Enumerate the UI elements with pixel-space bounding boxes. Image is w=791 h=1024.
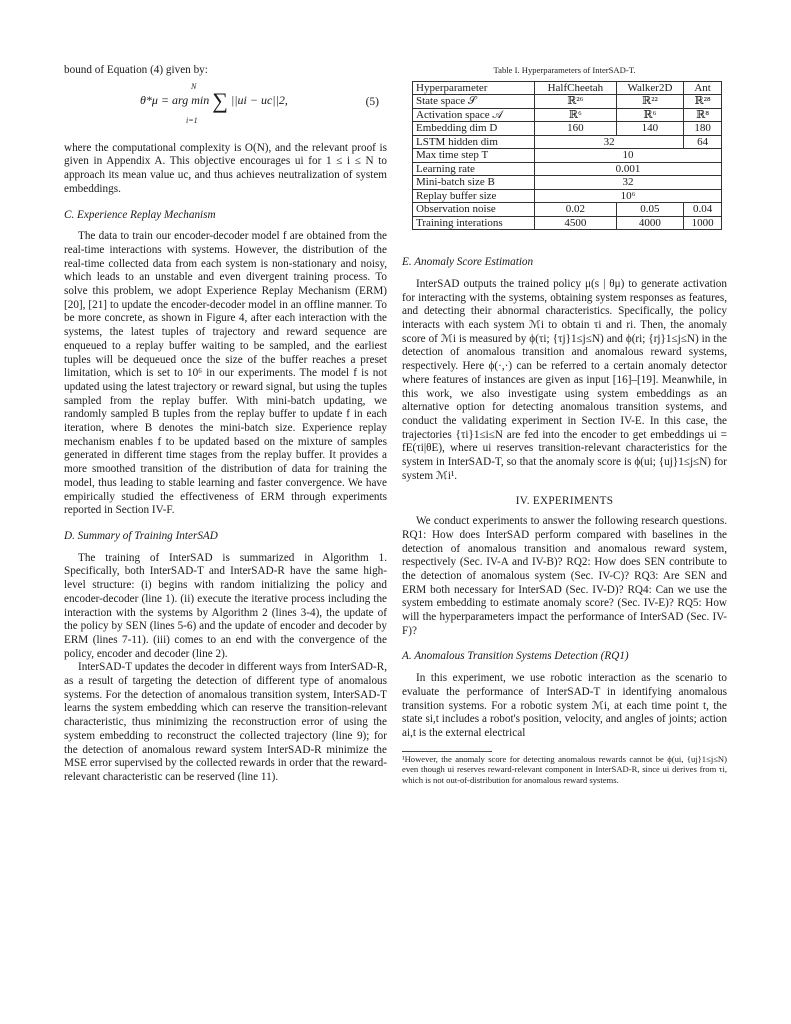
- equation-number: (5): [365, 95, 379, 108]
- table-cell: LSTM hidden dim: [413, 135, 535, 149]
- table-cell: ℝ⁶: [616, 108, 684, 122]
- table-cell: 10: [535, 149, 722, 163]
- table-cell: 32: [535, 176, 722, 190]
- footnote-divider: [402, 751, 492, 752]
- sum-upper-limit: N: [191, 81, 197, 91]
- table-cell: ℝ²⁸: [684, 95, 722, 109]
- table-cell: Mini-batch size B: [413, 176, 535, 190]
- table-cell: 4000: [616, 216, 684, 230]
- section-d-para2: InterSAD-T updates the decoder in different ways from InterSAD-R, as a result of targeting the detection of different type of anomalous systems. For the detection of anomalous transition system, InterSAD-T learns the system embedding which can reserve the transition-relevant characteristic, thus minimizing the reconstruction error of using the system embedding to reconstruct the collected trajectory (line 9); for the detection of anomalous reward system InterSAD-R minimize the MSE error supervised by the collected rewards in order that the reward-relevant characteristic can be reserved (line 11).: [64, 661, 387, 783]
- table-caption: Table I. Hyperparameters of InterSAD-T.: [493, 65, 636, 75]
- table-row: [413, 203, 722, 217]
- table-cell: 0.001: [535, 162, 722, 176]
- table-cell: 0.04: [684, 203, 722, 217]
- section-d-para1: The training of InterSAD is summarized in Algorithm 1. Specifically, both InterSAD-T and InterSAD-R have the same high-level structure: (i) begins with random initializing the policy and encoder-decoder (line 1). (ii) execute the iterative process including the interaction with the systems by Algorithm 2 (lines 3-4), the update of the policy by SEN (lines 5-6) and the update of encoder and decoder by ERM (lines 7-11). (iii) comes to an end with the convergence of the policy, encoder and decoder (line 2).: [64, 551, 387, 660]
- table-cell: 0.02: [535, 203, 617, 217]
- table-cell: Training interations: [413, 216, 535, 230]
- section-c-heading: C. Experience Replay Mechanism: [64, 208, 216, 221]
- sum-lower-limit: i=1: [186, 115, 198, 125]
- table-cell: ℝ⁸: [684, 108, 722, 122]
- section-a-heading: A. Anomalous Transition Systems Detection (RQ1): [402, 650, 629, 663]
- table-cell: ℝ⁶: [535, 108, 617, 122]
- table-cell: 1000: [684, 216, 722, 230]
- section-iv-heading: IV. EXPERIMENTS: [515, 495, 614, 508]
- summation-symbol: ∑: [212, 87, 228, 113]
- section-c-body: The data to train our encoder-decoder model f are obtained from the real-time interactions with systems. However, the distribution of the real-time collected data from each system is non-stationary and noisy, which leads to an unstable and even divergent training process. To solve this problem, we adopt Experience Replay Mechanism (ERM) [20], [21] to update the encoder-decoder model in an offline manner. To be more concrete, as shown in Figure 4, after each interaction with the systems, the latest tuples of trajectory and reward sequence are enqueued to a replay buffer waiting to be sampled, and the earliest tuples will be dequeued once the size of the buffer reaches a preset limitation, which is set to 10⁶ in our experiments. The model f is not updated using the latest trajectory or reward signal, but using the tuples sampled from the replay buffer. With mini-batch updating, we randomly sampled B tuples from the replay buffer to update f in each iteration, where B denotes the mini-batch size. Experience replay mechanism enables f to be updated based on the mixture of samples generated in different time stages from the replay buffer. It provides a more smoothed transition of the distribution of data for training the model, thus leading to stable learning and faster convergence. We have empirically studied the effectiveness of ERM through experiments reported in Section IV-F.: [64, 230, 387, 517]
- table-row: [413, 216, 722, 230]
- table-cell: Learning rate: [413, 162, 535, 176]
- table-cell: Max time step T: [413, 149, 535, 163]
- equation-explanation: where the computational complexity is O(N), and the relevant proof is given in Appendix A. This objective encourages ui for 1 ≤ i ≤ N to approach its mean value uc, and thus achieves neutralization of system embeddings.: [64, 141, 387, 195]
- table-row: [413, 162, 722, 176]
- table-cell: Embedding dim D: [413, 122, 535, 136]
- table-header-cell: HalfCheetah: [535, 81, 617, 95]
- table-header-row: [413, 81, 722, 95]
- table-row: [413, 95, 722, 109]
- table-cell: 0.05: [616, 203, 684, 217]
- table-row: [413, 176, 722, 190]
- section-d-heading: D. Summary of Training InterSAD: [64, 529, 218, 542]
- table-cell: Observation noise: [413, 203, 535, 217]
- table-cell: Activation space 𝒜: [413, 108, 535, 122]
- equation-5: [64, 82, 387, 132]
- table-row: [413, 189, 722, 203]
- section-e-heading: E. Anomaly Score Estimation: [402, 256, 534, 269]
- table-row: [413, 108, 722, 122]
- table-cell: 160: [535, 122, 617, 136]
- section-e-body: InterSAD outputs the trained policy μ(s | θμ) to generate activation for interacting with the systems, obtaining system responses as features, and detecting their abnormal characteristics. Specifically, the policy interacts with each system ℳi to obtain τi and ri. Then, the anomaly score of ℳi is measured by ϕ(τi; {τj}1≤j≤N) and ϕ(ri; {rj}1≤j≤N) in the detection of anomalous transition and anomalous reward systems, respectively. Here ϕ(·,·) can be referred to a certain anomaly detector where features of instances are given as input [16]–[19]. Meanwhile, in this work, we also investigate using system embeddings as an alternative option for detecting anomalous transition systems, and conduct the validating experiment in Section IV-E. In this case, the trajectories {τi}1≤i≤N are fed into the encoder to get embeddings ui = fE(τi|θE), where ui reserves transition-relevant characteristics for the system in InterSAD-T, so that the anomaly score is ϕ(ui; {uj}1≤j≤N) for system ℳi¹.: [402, 277, 727, 482]
- table-cell: 10⁶: [535, 189, 722, 203]
- equation-lhs: θ*μ = arg min: [140, 92, 210, 107]
- section-a-body: In this experiment, we use robotic interaction as the scenario to evaluate the performance of InterSAD-T in identifying anomalous transition systems. For a robotic system ℳi, at each time point t, the state si,t includes a robot's position, velocity, and angles of joints; action ai,t is the external electrical: [402, 672, 727, 739]
- hyperparameter-table: [412, 81, 722, 231]
- table-header-cell: Ant: [684, 81, 722, 95]
- table-cell: 64: [684, 135, 722, 149]
- table-header-cell: Hyperparameter: [413, 81, 535, 95]
- equation-body: [140, 88, 288, 114]
- table-cell: 180: [684, 122, 722, 136]
- table-cell: State space 𝒮: [413, 95, 535, 109]
- table-row: [413, 149, 722, 163]
- table-row: [413, 135, 722, 149]
- section-iv-body: We conduct experiments to answer the following research questions. RQ1: How does InterSAD perform compared with baselines in the detection of anomalous transition and anomalous reward system, respectively (Sec. IV-A and IV-B)? RQ2: How does SEN contribute to the detection of anomalous system (Sec. IV-C)? RQ3: Are SEN and ERM both necessary for InterSAD (Sec. IV-D)? RQ4: Can we use the system embedding to estimate anomaly score? (Sec. IV-E)? RQ5: How will the hyperparameters impact the performance of InterSAD (Sec. IV-F)?: [402, 515, 727, 637]
- footnote: ¹However, the anomaly score for detecting anomalous rewards cannot be ϕ(ui, {uj}1≤j≤N) even though ui reserves reward-relevant component in InterSAD-R, since ui derives from τi, which is not out-of-distribution for anomalous reward systems.: [402, 753, 727, 785]
- table-cell: Replay buffer size: [413, 189, 535, 203]
- table-cell: 140: [616, 122, 684, 136]
- table-row: [413, 122, 722, 136]
- equation-term: ||ui − uc||2,: [230, 92, 288, 107]
- left-column: [64, 64, 387, 785]
- right-column: [402, 64, 727, 785]
- table-header-cell: Walker2D: [616, 81, 684, 95]
- table-cell: ℝ²²: [616, 95, 684, 109]
- table-cell: 4500: [535, 216, 617, 230]
- equation-intro: bound of Equation (4) given by:: [64, 64, 208, 76]
- table-cell: 32: [535, 135, 684, 149]
- table-cell: ℝ²⁶: [535, 95, 617, 109]
